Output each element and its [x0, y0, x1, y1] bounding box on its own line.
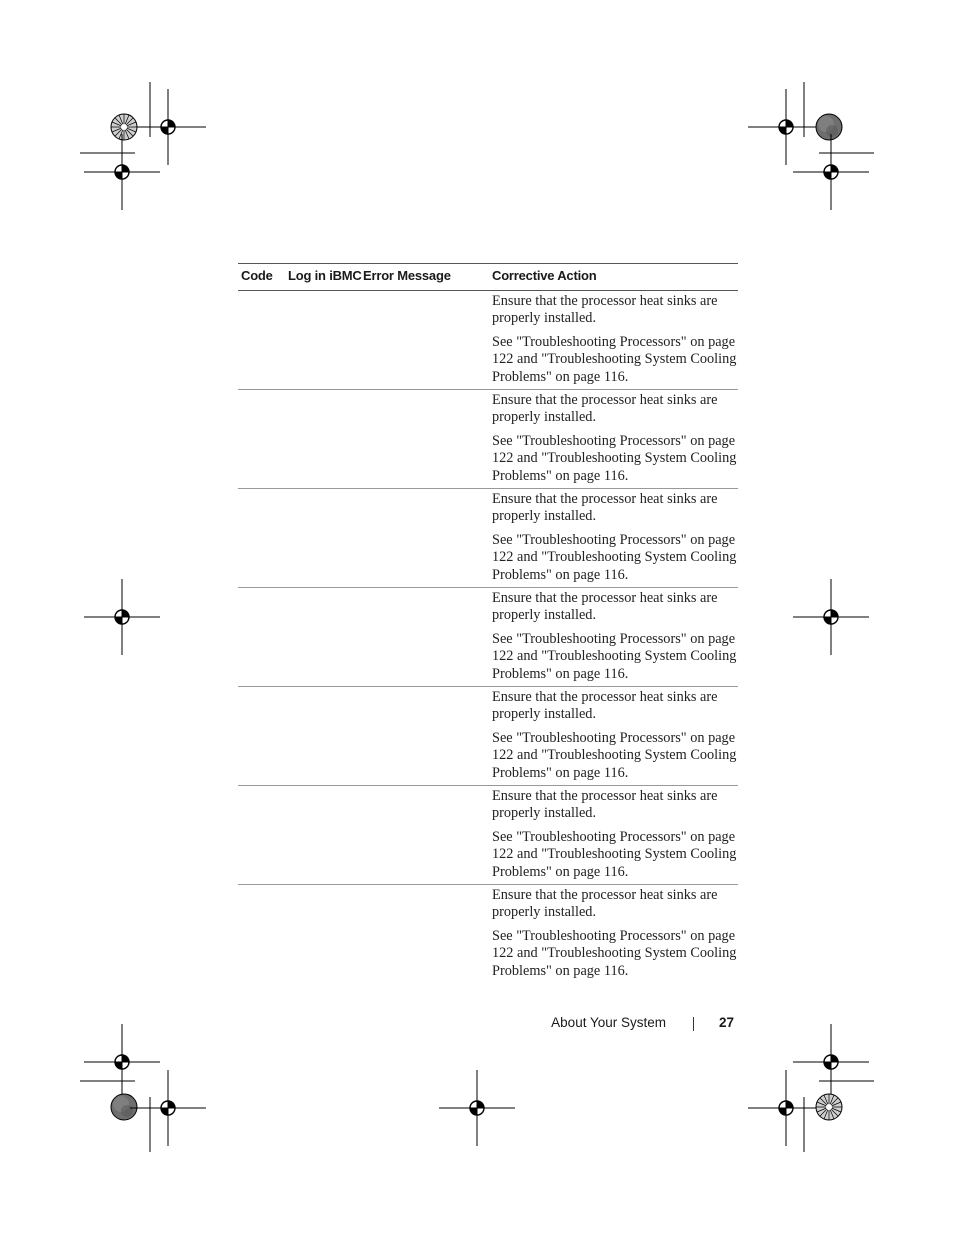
corrective-action-cell — [492, 788, 738, 887]
header-code: Code — [241, 268, 273, 283]
gray-density-patch-icon — [816, 114, 842, 140]
action-paragraph: See "Troubleshooting Processors" on page 122 and "Troubleshooting System Cooling Problems" on page 116. — [492, 531, 737, 583]
page-footer — [0, 1015, 954, 1037]
registration-mark-icon — [130, 1070, 206, 1146]
table-row — [238, 687, 738, 786]
table-row — [238, 885, 738, 984]
corrective-action-cell — [492, 293, 738, 392]
header-log-in-ibmc: Log in iBMC — [288, 268, 362, 283]
page-number: 27 — [719, 1015, 735, 1030]
error-code-table — [238, 263, 738, 984]
table-row — [238, 390, 738, 489]
registration-mark-icon — [84, 134, 160, 210]
registration-mark-icon — [793, 579, 869, 655]
action-paragraph: See "Troubleshooting Processors" on page 122 and "Troubleshooting System Cooling Problems" on page 116. — [492, 828, 737, 880]
table-row — [238, 489, 738, 588]
corrective-action-cell — [492, 689, 738, 788]
action-paragraph: See "Troubleshooting Processors" on page 122 and "Troubleshooting System Cooling Problems" on page 116. — [492, 630, 737, 682]
header-corrective-action: Corrective Action — [492, 268, 597, 283]
action-paragraph: See "Troubleshooting Processors" on page 122 and "Troubleshooting System Cooling Problems" on page 116. — [492, 432, 737, 484]
sunburst-target-icon — [111, 114, 137, 140]
sunburst-target-icon — [816, 1094, 842, 1120]
registration-mark-icon — [793, 134, 869, 210]
table-header — [238, 264, 738, 291]
action-paragraph: Ensure that the processor heat sinks are properly installed. — [492, 788, 718, 822]
table-row — [238, 786, 738, 885]
footer-section-title: About Your System — [551, 1015, 666, 1030]
gray-density-patch-icon — [111, 1094, 137, 1120]
action-paragraph: Ensure that the processor heat sinks are properly installed. — [492, 689, 718, 723]
action-paragraph: Ensure that the processor heat sinks are properly installed. — [492, 392, 718, 426]
corrective-action-cell — [492, 590, 738, 689]
header-error-message: Error Message — [363, 268, 451, 283]
registration-mark-icon — [748, 1070, 824, 1146]
table-row — [238, 291, 738, 390]
corrective-action-cell — [492, 887, 738, 986]
registration-mark-icon — [84, 579, 160, 655]
registration-mark-icon — [439, 1070, 515, 1146]
action-paragraph: See "Troubleshooting Processors" on page 122 and "Troubleshooting System Cooling Problems" on page 116. — [492, 333, 737, 385]
corrective-action-cell — [492, 392, 738, 491]
action-paragraph: Ensure that the processor heat sinks are properly installed. — [492, 887, 718, 921]
action-paragraph: Ensure that the processor heat sinks are properly installed. — [492, 491, 718, 525]
registration-mark-icon — [748, 89, 824, 165]
corrective-action-cell — [492, 491, 738, 590]
table-row — [238, 588, 738, 687]
action-paragraph: Ensure that the processor heat sinks are properly installed. — [492, 293, 718, 327]
registration-mark-icon — [130, 89, 206, 165]
action-paragraph: Ensure that the processor heat sinks are properly installed. — [492, 590, 718, 624]
action-paragraph: See "Troubleshooting Processors" on page 122 and "Troubleshooting System Cooling Problems" on page 116. — [492, 927, 737, 979]
action-paragraph: See "Troubleshooting Processors" on page 122 and "Troubleshooting System Cooling Problems" on page 116. — [492, 729, 737, 781]
footer-divider — [693, 1017, 694, 1031]
